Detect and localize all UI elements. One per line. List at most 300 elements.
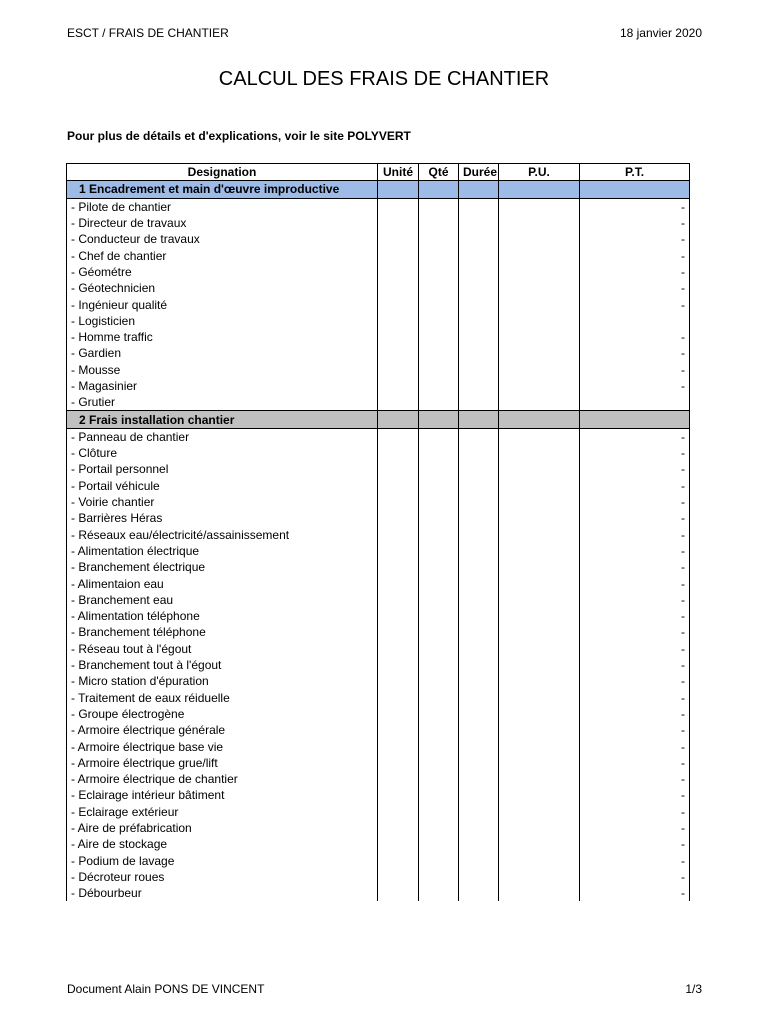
- table-row: [67, 313, 690, 329]
- row-cell: [499, 592, 580, 608]
- row-cell: [378, 231, 419, 247]
- row-cell: [419, 575, 459, 591]
- row-total-price: -: [580, 231, 690, 247]
- row-total-price: -: [580, 641, 690, 657]
- row-total-price: -: [580, 527, 690, 543]
- row-total-price: [580, 394, 690, 411]
- row-cell: [419, 624, 459, 640]
- section-cell: [378, 411, 419, 428]
- row-total-price: -: [580, 329, 690, 345]
- row-cell: [419, 231, 459, 247]
- table-body: [67, 181, 690, 902]
- row-cell: [378, 494, 419, 510]
- row-designation: - Clôture: [67, 445, 378, 461]
- column-header-unite: Unité: [378, 164, 419, 181]
- row-cell: [499, 575, 580, 591]
- row-designation: - Groupe électrogène: [67, 706, 378, 722]
- row-cell: [499, 494, 580, 510]
- row-designation: - Homme traffic: [67, 329, 378, 345]
- row-total-price: -: [580, 755, 690, 771]
- row-cell: [419, 706, 459, 722]
- section-label: 2 Frais installation chantier: [67, 411, 378, 428]
- page-footer-page-number: 1/3: [685, 982, 702, 996]
- row-cell: [499, 345, 580, 361]
- row-cell: [499, 624, 580, 640]
- table-row: [67, 198, 690, 215]
- row-cell: [459, 592, 499, 608]
- table-row: [67, 624, 690, 640]
- row-designation: - Logisticien: [67, 313, 378, 329]
- row-cell: [419, 836, 459, 852]
- row-total-price: -: [580, 657, 690, 673]
- table-row: [67, 461, 690, 477]
- row-cell: [378, 280, 419, 296]
- column-header-pu: P.U.: [499, 164, 580, 181]
- row-cell: [419, 198, 459, 215]
- row-cell: [499, 215, 580, 231]
- row-cell: [459, 836, 499, 852]
- row-designation: - Portail personnel: [67, 461, 378, 477]
- row-cell: [378, 296, 419, 312]
- row-cell: [419, 657, 459, 673]
- row-cell: [419, 804, 459, 820]
- row-designation: - Branchement tout à l'égout: [67, 657, 378, 673]
- row-cell: [459, 804, 499, 820]
- row-cell: [378, 820, 419, 836]
- row-cell: [419, 592, 459, 608]
- row-cell: [499, 722, 580, 738]
- row-designation: - Armoire électrique base vie: [67, 738, 378, 754]
- row-cell: [459, 445, 499, 461]
- table-row: [67, 641, 690, 657]
- row-cell: [459, 378, 499, 394]
- row-cell: [419, 869, 459, 885]
- row-cell: [499, 362, 580, 378]
- table-row: [67, 787, 690, 803]
- row-cell: [459, 559, 499, 575]
- row-cell: [499, 852, 580, 868]
- table-row: [67, 527, 690, 543]
- row-cell: [459, 657, 499, 673]
- row-cell: [419, 510, 459, 526]
- row-cell: [499, 706, 580, 722]
- row-designation: - Panneau de chantier: [67, 428, 378, 445]
- row-total-price: -: [580, 494, 690, 510]
- row-cell: [378, 706, 419, 722]
- row-cell: [378, 215, 419, 231]
- row-cell: [459, 461, 499, 477]
- row-cell: [419, 461, 459, 477]
- table-row: [67, 657, 690, 673]
- table-row: [67, 706, 690, 722]
- row-cell: [459, 852, 499, 868]
- table-row: [67, 296, 690, 312]
- section-row: [67, 181, 690, 198]
- row-designation: - Alimentaion eau: [67, 575, 378, 591]
- row-designation: - Branchement électrique: [67, 559, 378, 575]
- row-cell: [459, 673, 499, 689]
- row-designation: - Conducteur de travaux: [67, 231, 378, 247]
- table-row: [67, 494, 690, 510]
- table-row: [67, 329, 690, 345]
- row-total-price: -: [580, 787, 690, 803]
- section-cell: [459, 411, 499, 428]
- row-cell: [419, 280, 459, 296]
- row-cell: [459, 510, 499, 526]
- page-header-left: ESCT / FRAIS DE CHANTIER: [67, 26, 229, 40]
- row-total-price: -: [580, 608, 690, 624]
- table-row: [67, 592, 690, 608]
- row-cell: [459, 428, 499, 445]
- row-total-price: -: [580, 592, 690, 608]
- row-cell: [419, 755, 459, 771]
- row-cell: [419, 787, 459, 803]
- row-designation: - Eclairage extérieur: [67, 804, 378, 820]
- row-cell: [459, 820, 499, 836]
- row-cell: [459, 494, 499, 510]
- row-cell: [499, 198, 580, 215]
- row-total-price: -: [580, 345, 690, 361]
- row-cell: [459, 738, 499, 754]
- row-total-price: -: [580, 445, 690, 461]
- row-cell: [378, 738, 419, 754]
- row-cell: [378, 247, 419, 263]
- row-cell: [419, 345, 459, 361]
- row-cell: [459, 527, 499, 543]
- row-cell: [459, 478, 499, 494]
- row-cell: [459, 280, 499, 296]
- section-row: [67, 411, 690, 428]
- row-cell: [378, 885, 419, 901]
- row-cell: [378, 608, 419, 624]
- cost-table: [66, 163, 690, 901]
- row-cell: [459, 608, 499, 624]
- row-cell: [499, 657, 580, 673]
- row-cell: [459, 264, 499, 280]
- row-total-price: -: [580, 852, 690, 868]
- row-total-price: [580, 313, 690, 329]
- row-designation: - Voirie chantier: [67, 494, 378, 510]
- row-designation: - Eclairage intérieur bâtiment: [67, 787, 378, 803]
- row-total-price: -: [580, 820, 690, 836]
- row-cell: [459, 362, 499, 378]
- row-total-price: -: [580, 690, 690, 706]
- row-cell: [419, 543, 459, 559]
- row-total-price: -: [580, 510, 690, 526]
- row-cell: [459, 198, 499, 215]
- row-total-price: -: [580, 247, 690, 263]
- row-total-price: -: [580, 575, 690, 591]
- column-header-designation: Designation: [67, 164, 378, 181]
- row-designation: - Barrières Héras: [67, 510, 378, 526]
- row-cell: [499, 478, 580, 494]
- row-cell: [419, 215, 459, 231]
- row-designation: - Alimentation téléphone: [67, 608, 378, 624]
- row-designation: - Magasinier: [67, 378, 378, 394]
- row-cell: [419, 722, 459, 738]
- row-cell: [378, 592, 419, 608]
- table-row: [67, 378, 690, 394]
- table-row: [67, 608, 690, 624]
- row-cell: [459, 690, 499, 706]
- row-cell: [499, 231, 580, 247]
- row-cell: [419, 527, 459, 543]
- row-cell: [378, 478, 419, 494]
- table-row: [67, 575, 690, 591]
- row-total-price: -: [580, 869, 690, 885]
- row-cell: [419, 247, 459, 263]
- section-label: 1 Encadrement et main d'œuvre improductive: [67, 181, 378, 198]
- row-cell: [499, 461, 580, 477]
- row-total-price: -: [580, 215, 690, 231]
- row-cell: [419, 494, 459, 510]
- row-cell: [499, 804, 580, 820]
- row-total-price: -: [580, 378, 690, 394]
- section-cell: [459, 181, 499, 198]
- row-cell: [499, 296, 580, 312]
- table-row: [67, 738, 690, 754]
- section-cell: [580, 411, 690, 428]
- row-cell: [499, 264, 580, 280]
- table-row: [67, 362, 690, 378]
- table-row: [67, 280, 690, 296]
- row-cell: [378, 641, 419, 657]
- row-cell: [378, 755, 419, 771]
- document-title: CALCUL DES FRAIS DE CHANTIER: [218, 68, 550, 90]
- row-cell: [459, 706, 499, 722]
- row-cell: [378, 657, 419, 673]
- row-cell: [499, 280, 580, 296]
- row-cell: [419, 296, 459, 312]
- row-cell: [419, 738, 459, 754]
- row-cell: [378, 264, 419, 280]
- row-cell: [378, 575, 419, 591]
- row-cell: [378, 852, 419, 868]
- row-cell: [419, 641, 459, 657]
- row-cell: [378, 510, 419, 526]
- table-header-row: [67, 164, 690, 181]
- row-designation: - Ingénieur qualité: [67, 296, 378, 312]
- row-total-price: -: [580, 280, 690, 296]
- row-designation: - Armoire électrique générale: [67, 722, 378, 738]
- row-cell: [419, 885, 459, 901]
- table-row: [67, 478, 690, 494]
- row-cell: [419, 690, 459, 706]
- row-cell: [499, 313, 580, 329]
- table-row: [67, 755, 690, 771]
- row-cell: [499, 771, 580, 787]
- row-designation: - Aire de stockage: [67, 836, 378, 852]
- page-footer-author: Document Alain PONS DE VINCENT: [67, 982, 265, 996]
- row-cell: [499, 738, 580, 754]
- page-header-date: 18 janvier 2020: [619, 26, 702, 40]
- table-row: [67, 673, 690, 689]
- row-cell: [459, 885, 499, 901]
- row-cell: [459, 722, 499, 738]
- row-designation: - Portail véhicule: [67, 478, 378, 494]
- row-cell: [419, 608, 459, 624]
- row-cell: [459, 329, 499, 345]
- table-row: [67, 445, 690, 461]
- row-cell: [499, 378, 580, 394]
- row-cell: [419, 445, 459, 461]
- row-cell: [378, 543, 419, 559]
- row-total-price: -: [580, 198, 690, 215]
- row-cell: [459, 869, 499, 885]
- row-total-price: -: [580, 885, 690, 901]
- table-row: [67, 428, 690, 445]
- row-cell: [459, 345, 499, 361]
- row-cell: [419, 852, 459, 868]
- row-cell: [378, 804, 419, 820]
- row-cell: [499, 428, 580, 445]
- row-cell: [499, 329, 580, 345]
- row-total-price: -: [580, 804, 690, 820]
- row-cell: [499, 836, 580, 852]
- row-cell: [459, 575, 499, 591]
- row-designation: - Podium de lavage: [67, 852, 378, 868]
- row-total-price: -: [580, 543, 690, 559]
- row-designation: - Branchement téléphone: [67, 624, 378, 640]
- row-designation: - Pilote de chantier: [67, 198, 378, 215]
- row-cell: [378, 559, 419, 575]
- row-cell: [378, 771, 419, 787]
- row-cell: [499, 641, 580, 657]
- row-cell: [419, 378, 459, 394]
- row-cell: [499, 787, 580, 803]
- row-cell: [419, 478, 459, 494]
- table-row: [67, 836, 690, 852]
- row-designation: - Alimentation électrique: [67, 543, 378, 559]
- row-cell: [499, 247, 580, 263]
- row-total-price: -: [580, 362, 690, 378]
- table-row: [67, 345, 690, 361]
- row-cell: [459, 771, 499, 787]
- row-designation: - Géométre: [67, 264, 378, 280]
- row-cell: [419, 673, 459, 689]
- row-designation: - Aire de préfabrication: [67, 820, 378, 836]
- row-cell: [459, 755, 499, 771]
- row-cell: [378, 527, 419, 543]
- row-designation: - Micro station d'épuration: [67, 673, 378, 689]
- row-total-price: -: [580, 771, 690, 787]
- row-cell: [378, 787, 419, 803]
- row-cell: [419, 428, 459, 445]
- row-total-price: -: [580, 296, 690, 312]
- row-designation: - Directeur de travaux: [67, 215, 378, 231]
- row-designation: - Décroteur roues: [67, 869, 378, 885]
- section-cell: [499, 411, 580, 428]
- row-total-price: -: [580, 624, 690, 640]
- row-cell: [419, 559, 459, 575]
- row-cell: [378, 198, 419, 215]
- row-designation: - Traitement de eaux réiduelle: [67, 690, 378, 706]
- row-designation: - Mousse: [67, 362, 378, 378]
- row-cell: [378, 378, 419, 394]
- row-designation: - Armoire électrique grue/lift: [67, 755, 378, 771]
- row-cell: [378, 362, 419, 378]
- table-row: [67, 264, 690, 280]
- row-designation: - Armoire électrique de chantier: [67, 771, 378, 787]
- row-cell: [378, 673, 419, 689]
- row-cell: [499, 543, 580, 559]
- row-designation: - Géotechnicien: [67, 280, 378, 296]
- row-total-price: -: [580, 738, 690, 754]
- row-total-price: -: [580, 559, 690, 575]
- table-row: [67, 231, 690, 247]
- row-cell: [459, 543, 499, 559]
- row-cell: [378, 836, 419, 852]
- section-cell: [419, 411, 459, 428]
- table-row: [67, 690, 690, 706]
- row-cell: [419, 362, 459, 378]
- table-row: [67, 722, 690, 738]
- row-cell: [499, 673, 580, 689]
- row-cell: [378, 329, 419, 345]
- row-cell: [459, 624, 499, 640]
- row-cell: [499, 690, 580, 706]
- row-cell: [499, 608, 580, 624]
- row-cell: [499, 755, 580, 771]
- row-cell: [419, 820, 459, 836]
- column-header-qte: Qté: [419, 164, 459, 181]
- row-cell: [378, 394, 419, 411]
- document-subtitle: Pour plus de détails et d'explications, voir le site POLYVERT: [67, 129, 411, 143]
- section-cell: [499, 181, 580, 198]
- row-cell: [378, 869, 419, 885]
- row-total-price: -: [580, 836, 690, 852]
- row-total-price: -: [580, 673, 690, 689]
- row-total-price: -: [580, 428, 690, 445]
- table-row: [67, 820, 690, 836]
- row-cell: [459, 231, 499, 247]
- row-cell: [419, 394, 459, 411]
- row-cell: [378, 624, 419, 640]
- row-cell: [459, 247, 499, 263]
- row-designation: - Chef de chantier: [67, 247, 378, 263]
- row-cell: [499, 820, 580, 836]
- row-total-price: -: [580, 722, 690, 738]
- row-designation: - Gardien: [67, 345, 378, 361]
- section-cell: [419, 181, 459, 198]
- table-row: [67, 394, 690, 411]
- row-cell: [378, 313, 419, 329]
- row-cell: [419, 264, 459, 280]
- row-cell: [459, 787, 499, 803]
- column-header-duree: Durée: [459, 164, 499, 181]
- row-cell: [378, 445, 419, 461]
- row-cell: [499, 510, 580, 526]
- table-row: [67, 215, 690, 231]
- row-cell: [378, 461, 419, 477]
- table-row: [67, 852, 690, 868]
- row-cell: [459, 296, 499, 312]
- row-cell: [499, 527, 580, 543]
- table-row: [67, 869, 690, 885]
- row-cell: [499, 445, 580, 461]
- row-total-price: -: [580, 264, 690, 280]
- row-total-price: -: [580, 478, 690, 494]
- row-cell: [419, 771, 459, 787]
- table-row: [67, 771, 690, 787]
- row-designation: - Grutier: [67, 394, 378, 411]
- row-cell: [378, 428, 419, 445]
- row-cell: [459, 313, 499, 329]
- column-header-pt: P.T.: [580, 164, 690, 181]
- table-row: [67, 247, 690, 263]
- row-total-price: -: [580, 461, 690, 477]
- row-cell: [419, 313, 459, 329]
